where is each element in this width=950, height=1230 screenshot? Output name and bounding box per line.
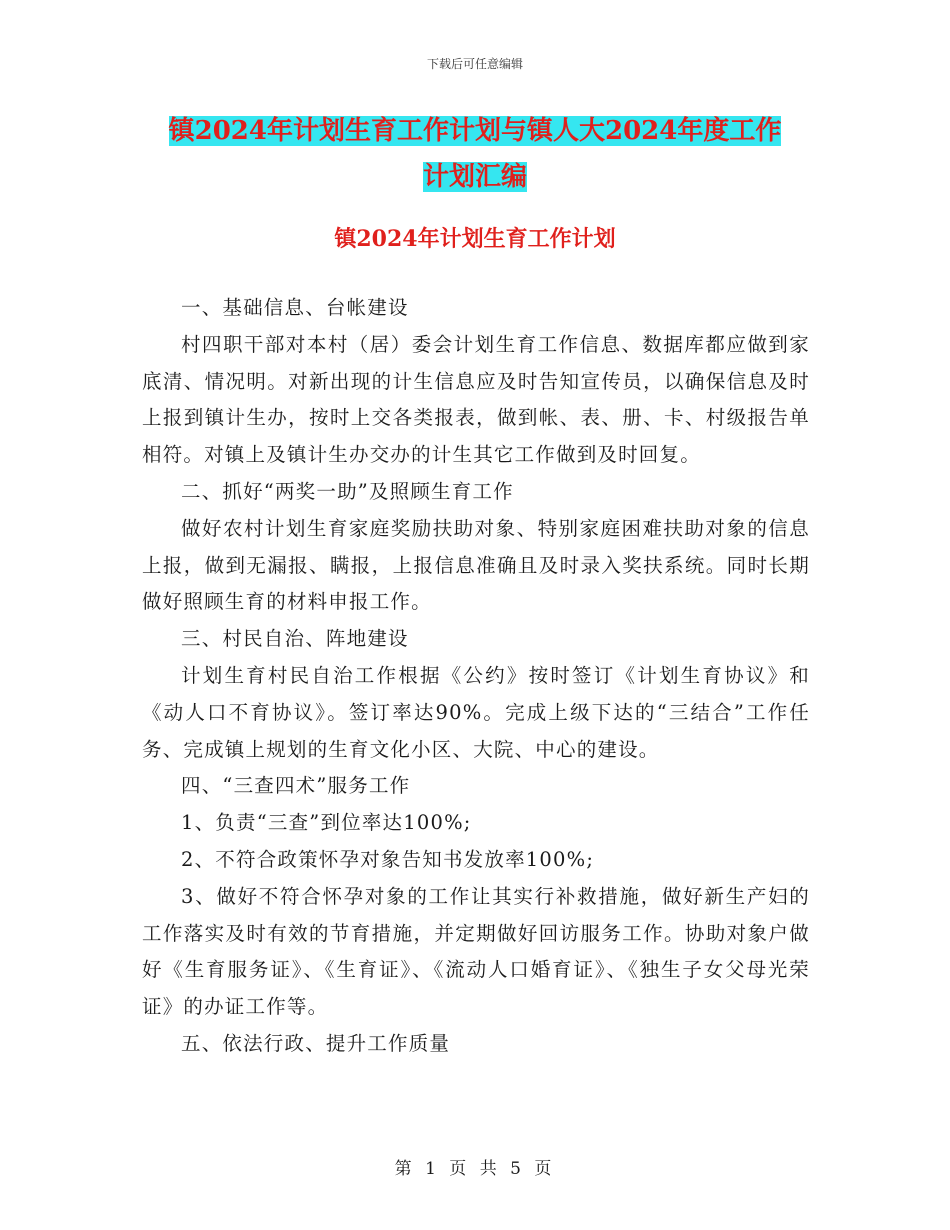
paragraph-heading-2: 二、抓好“两奖一助”及照顾生育工作 bbox=[181, 479, 514, 503]
list-item: 3、做好不符合怀孕对象的工作让其实行补救措施，做好新生产妇的工作落实及时有效的节育措施，并定期做好回访服务工作。协助对象户做好《生育服务证》、《生育证》、《流动人口婚育证》、《独生子女父母光荣证》的办证工作等。 bbox=[142, 884, 810, 1019]
body-text bbox=[142, 290, 810, 1063]
section-title: 镇2024年计划生育工作计划 bbox=[334, 226, 616, 252]
paragraph: 计划生育村民自治工作根据《公约》按时签订《计划生育协议》和《动人口不育协议》。签订率达90%。完成上级下达的“三结合”工作任务、完成镇上规划的生育文化小区、大院、中心的建设。 bbox=[142, 663, 810, 761]
paragraph-heading-1: 一、基础信息、台帐建设 bbox=[181, 296, 409, 319]
paragraph-heading-5: 五、依法行政、提升工作质量 bbox=[181, 1031, 451, 1055]
paragraph: 村四职干部对本村（居）委会计划生育工作信息、数据库都应做到家底清、情况明。对新出现的计生信息应及时告知宣传员，以确保信息及时上报到镇计生办，按时上交各类报表，做到帐、表、册、卡、村级报告单相符。对镇上及镇计生办交办的计生其它工作做到及时回复。 bbox=[142, 332, 810, 467]
paragraph-heading-4: 四、“三查四术”服务工作 bbox=[181, 774, 411, 798]
document-title-line-2: 计划汇编 bbox=[422, 162, 527, 192]
document-title bbox=[140, 108, 810, 200]
list-item: 2、不符合政策怀孕对象告知书发放率100%; bbox=[181, 847, 595, 871]
paragraph-heading-3: 三、村民自治、阵地建设 bbox=[181, 627, 409, 651]
document-title-line-1: 镇2024年计划生育工作计划与镇人大2024年度工作 bbox=[168, 116, 782, 146]
header-note: 下载后可任意编辑 bbox=[426, 57, 523, 71]
paragraph: 做好农村计划生育家庭奖励扶助对象、特别家庭困难扶助对象的信息上报，做到无漏报、瞒报，上报信息准确且及时录入奖扶系统。同时长期做好照顾生育的材料申报工作。 bbox=[142, 516, 810, 614]
list-item: 1、负责“三查”到位率达100%; bbox=[181, 811, 472, 835]
page-number: 第 1 页 共 5 页 bbox=[394, 1159, 556, 1179]
